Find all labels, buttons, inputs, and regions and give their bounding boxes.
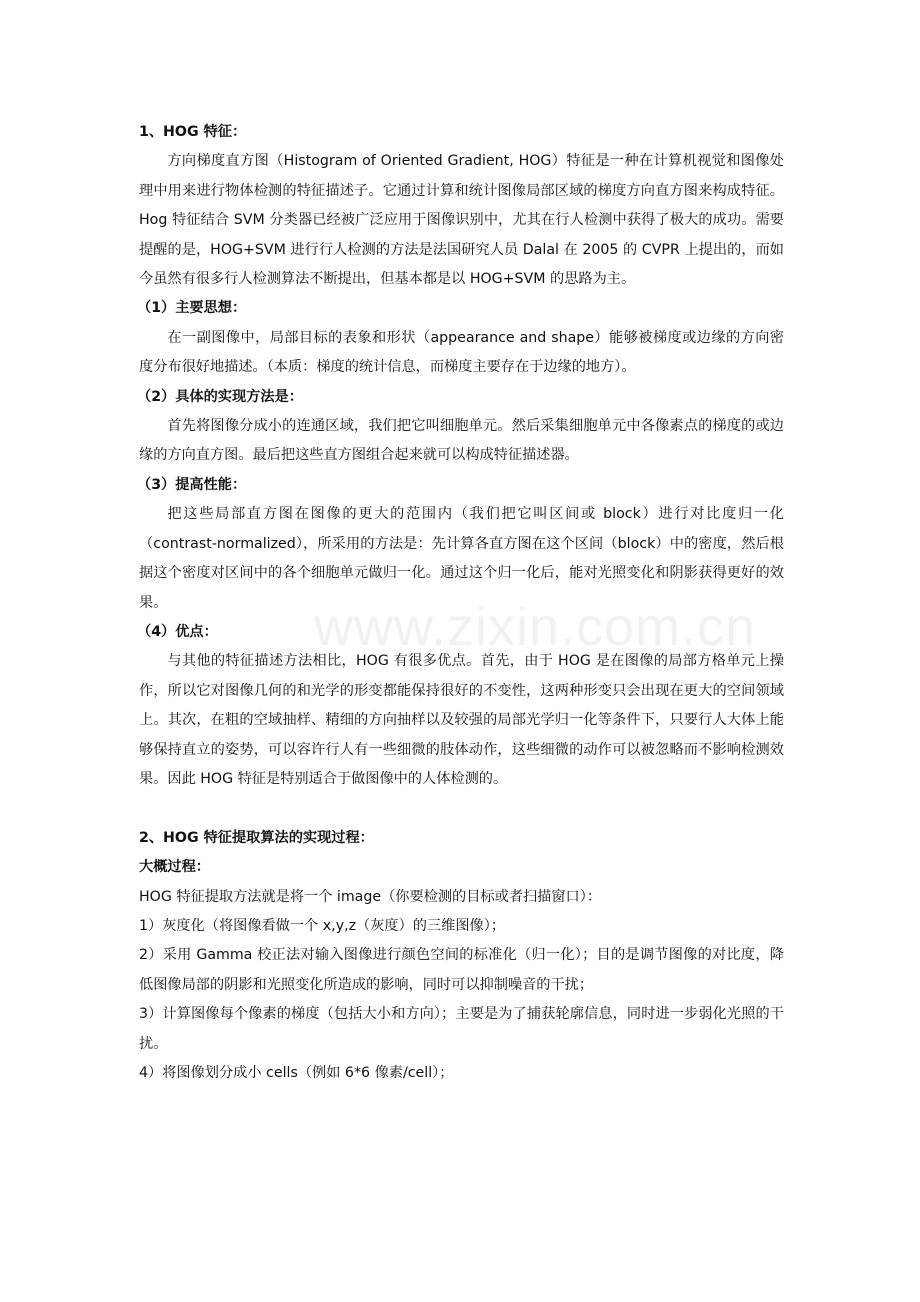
sub1-text: 在一副图像中，局部目标的表象和形状（appearance and shape）能够被梯度或边缘的方向密度分布很好地描述。（本质：梯度的统计信息，而梯度主要存在于边缘的地方）。 — [139, 329, 784, 376]
sub3-text: 把这些局部直方图在图像的更大的范围内（我们把它叫区间或 block）进行对比度归一化（contrast-normalized），所采用的方法是：先计算各直方图在这个区间（block）中的密度，然后根据这个密度对区间中的各个细胞单元做归一化。通过这个归一化后，能对光照变化和阴影获得更好的效果。 — [139, 506, 784, 611]
section2-title: 2、HOG 特征提取算法的实现过程： — [139, 829, 374, 846]
sub4-text: 与其他的特征描述方法相比，HOG 有很多优点。首先，由于 HOG 是在图像的局部方格单元上操作，所以它对图像几何的和光学的形变都能保持很好的不变性，这两种形变只会出现在更大的空间领域上。其次，在粗的空域抽样、精细的方向抽样以及较强的局部光学归一化等条件下，只要行人大体上能够保持直立的姿势，可以容许行人有一些细微的肢体动作，这些细微的动作可以被忽略而不影响检测效果。因此 HOG 特征是特别适合于做图像中的人体检测的。 — [139, 653, 784, 787]
sub3-title: （3）提高性能： — [137, 476, 247, 493]
document-page — [139, 118, 784, 1088]
section-gap — [139, 794, 784, 823]
sub1-title: （1）主要思想： — [137, 300, 247, 317]
step-item: 2）采用 Gamma 校正法对输入图像进行颜色空间的标准化（归一化）；目的是调节图像的对比度，降低图像局部的阴影和光照变化所造成的影响，同时可以抑制噪音的干扰； — [139, 947, 784, 993]
overview-lead: HOG 特征提取方法就是将一个 image（你要检测的目标或者扫描窗口）： — [139, 888, 602, 905]
section1-title: 1、HOG 特征： — [139, 124, 247, 140]
section1-intro: 方向梯度直方图（Histogram of Oriented Gradient, HOG）特征是一种在计算机视觉和图像处理中用来进行物体检测的特征描述子。它通过计算和统计图像局部区域的梯度方向直方图来构成特征。Hog 特征结合 SVM 分类器已经被广泛应用于图像识别中，尤其在行人检测中获得了极大的成功。需要提醒的是，HOG+SVM 进行行人检测的方法是法国研究人员 Dalal 在 2005 的 CVPR 上提出的，而如今虽然有很多行人检测算法不断提出，但基本都是以 HOG+SVM 的思路为主。 — [139, 153, 784, 288]
watermark: www.zixin.com.cn — [314, 597, 757, 657]
sub2-title: （2）具体的实现方法是： — [137, 388, 303, 405]
step-item: 1）灰度化（将图像看做一个 x,y,z（灰度）的三维图像）； — [139, 917, 506, 934]
step-item: 3）计算图像每个像素的梯度（包括大小和方向）；主要是为了捕获轮廓信息，同时进一步弱化光照的干扰。 — [139, 1006, 784, 1052]
step-item: 4）将图像划分成小 cells（例如 6*6 像素/cell）； — [139, 1064, 454, 1081]
overview-title: 大概过程： — [139, 859, 210, 876]
sub4-title: （4）优点： — [137, 623, 218, 640]
sub2-text: 首先将图像分成小的连通区域，我们把它叫细胞单元。然后采集细胞单元中各像素点的梯度的或边缘的方向直方图。最后把这些直方图组合起来就可以构成特征描述器。 — [139, 418, 784, 464]
